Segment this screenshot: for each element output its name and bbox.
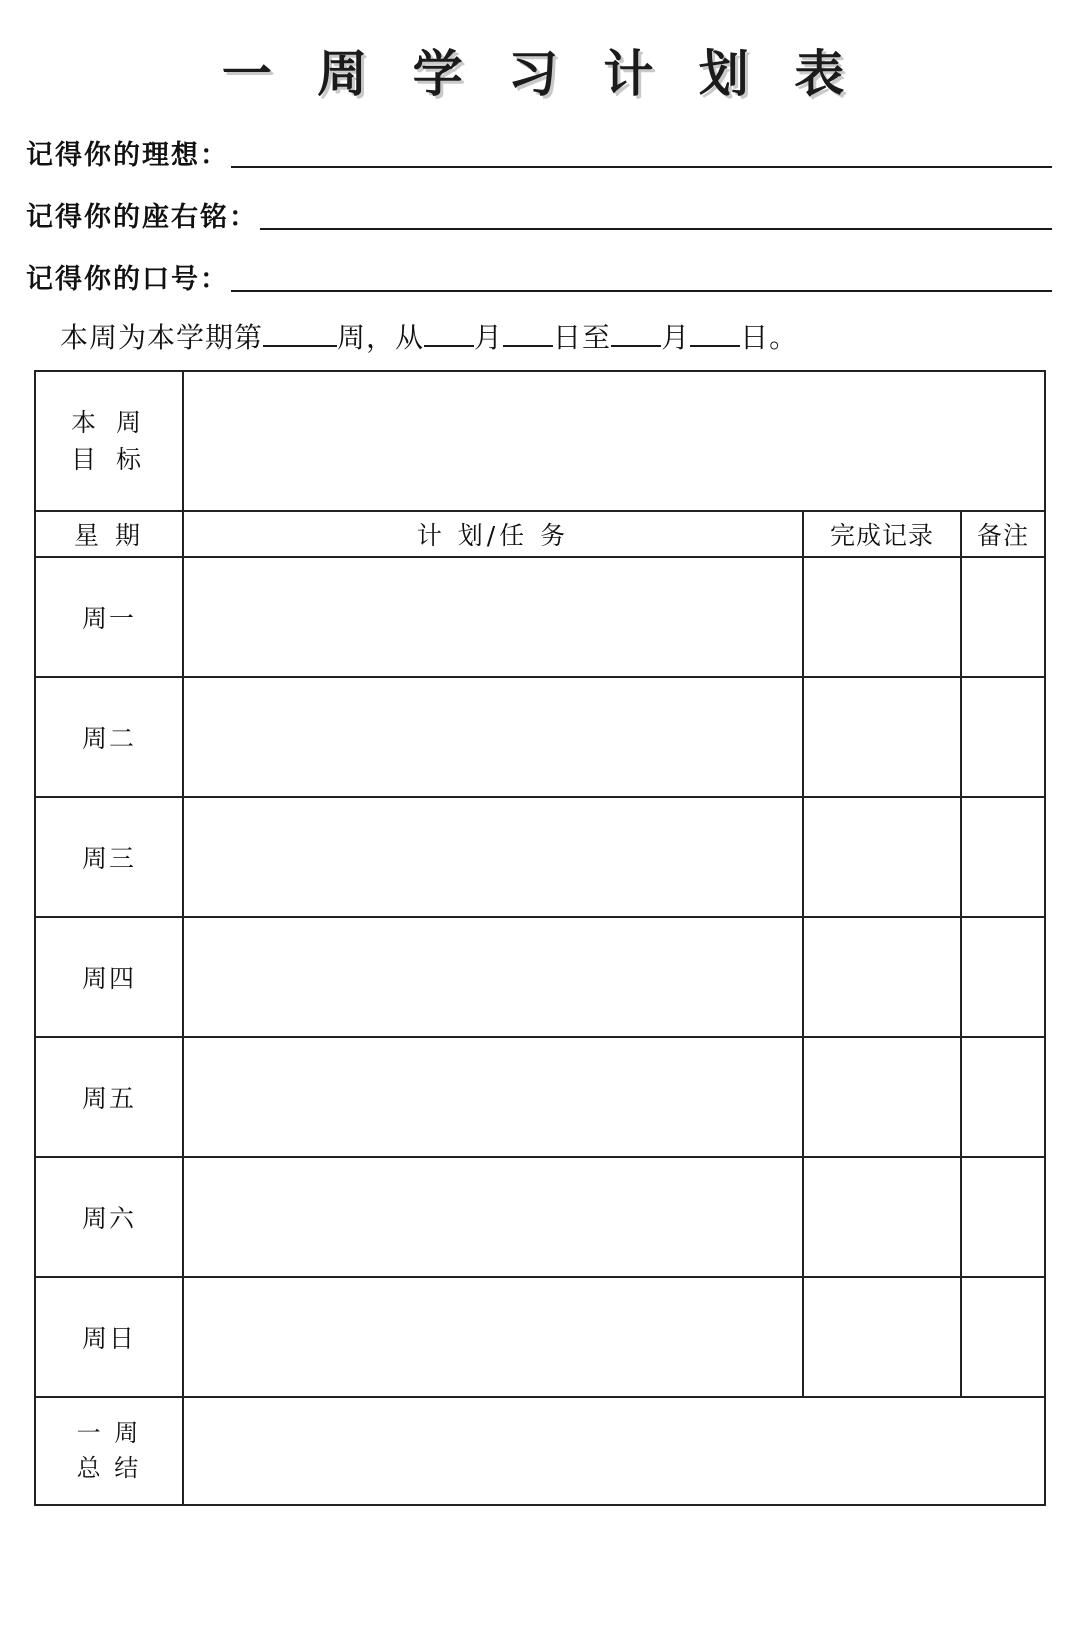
week-sentence-part6: 日。 [740,321,799,354]
goal-label-line1: 本 周 [71,407,147,437]
header-note: 备注 [961,511,1045,557]
done-cell-mon[interactable] [803,557,961,677]
task-cell-tue[interactable] [183,677,803,797]
table-row [35,557,1045,677]
table-row [35,797,1045,917]
start-month-blank[interactable] [424,345,474,347]
day-label-wed: 周三 [35,797,183,917]
week-number-blank[interactable] [263,345,337,347]
done-cell-sat[interactable] [803,1157,961,1277]
week-sentence-part2: 周，从 [337,321,425,354]
header-task: 计 划/任 务 [183,511,803,557]
note-cell-mon[interactable] [961,557,1045,677]
done-cell-fri[interactable] [803,1037,961,1157]
start-day-blank[interactable] [503,345,553,347]
note-cell-thu[interactable] [961,917,1045,1037]
end-month-blank[interactable] [611,345,661,347]
goal-label-cell [35,371,183,511]
summary-label-line1: 一 周 [76,1419,142,1448]
goal-input-cell[interactable] [183,371,1045,511]
note-cell-sun[interactable] [961,1277,1045,1397]
table-row [35,1157,1045,1277]
done-cell-tue[interactable] [803,677,961,797]
day-label-thu: 周四 [35,917,183,1037]
summary-input-cell[interactable] [183,1397,1045,1505]
day-label-tue: 周二 [35,677,183,797]
table-row [35,677,1045,797]
task-cell-fri[interactable] [183,1037,803,1157]
task-cell-wed[interactable] [183,797,803,917]
fill-line-slogan[interactable] [231,290,1052,292]
table-header-row [35,511,1045,557]
header-done: 完成记录 [803,511,961,557]
week-sentence-part1: 本周为本学期第 [60,321,264,354]
fill-label-ideal: 记得你的理想： [26,140,229,171]
task-cell-thu[interactable] [183,917,803,1037]
table-row [35,1037,1045,1157]
day-label-fri: 周五 [35,1037,183,1157]
day-label-sat: 周六 [35,1157,183,1277]
fill-row-motto [22,176,1058,238]
task-cell-sat[interactable] [183,1157,803,1277]
note-cell-fri[interactable] [961,1037,1045,1157]
goal-label-line2: 目 标 [71,445,147,474]
page-title: 一 周 学 习 计 划 表 [221,45,859,103]
week-sentence-part5: 月 [661,321,691,354]
day-label-sun: 周日 [35,1277,183,1397]
week-sentence [22,300,1058,370]
summary-label-cell [35,1397,183,1505]
weekly-plan-table [34,370,1046,1506]
done-cell-wed[interactable] [803,797,961,917]
fill-label-motto: 记得你的座右铭： [26,202,258,233]
table-row-summary [35,1397,1045,1505]
table-row [35,917,1045,1037]
week-sentence-part3: 月 [474,321,504,354]
done-cell-thu[interactable] [803,917,961,1037]
end-day-blank[interactable] [690,345,740,347]
fill-line-motto[interactable] [260,228,1052,230]
table-row-goal [35,371,1045,511]
note-cell-wed[interactable] [961,797,1045,917]
summary-label-line2: 总 结 [76,1454,142,1482]
note-cell-sat[interactable] [961,1157,1045,1277]
task-cell-mon[interactable] [183,557,803,677]
day-label-mon: 周一 [35,557,183,677]
header-day: 星 期 [35,511,183,557]
task-cell-sun[interactable] [183,1277,803,1397]
fill-row-ideal [22,114,1058,176]
table-row [35,1277,1045,1397]
week-sentence-part4: 日至 [553,321,612,354]
fill-label-slogan: 记得你的口号： [26,264,229,295]
note-cell-tue[interactable] [961,677,1045,797]
fill-line-ideal[interactable] [231,166,1052,168]
done-cell-sun[interactable] [803,1277,961,1397]
fill-row-slogan [22,238,1058,300]
